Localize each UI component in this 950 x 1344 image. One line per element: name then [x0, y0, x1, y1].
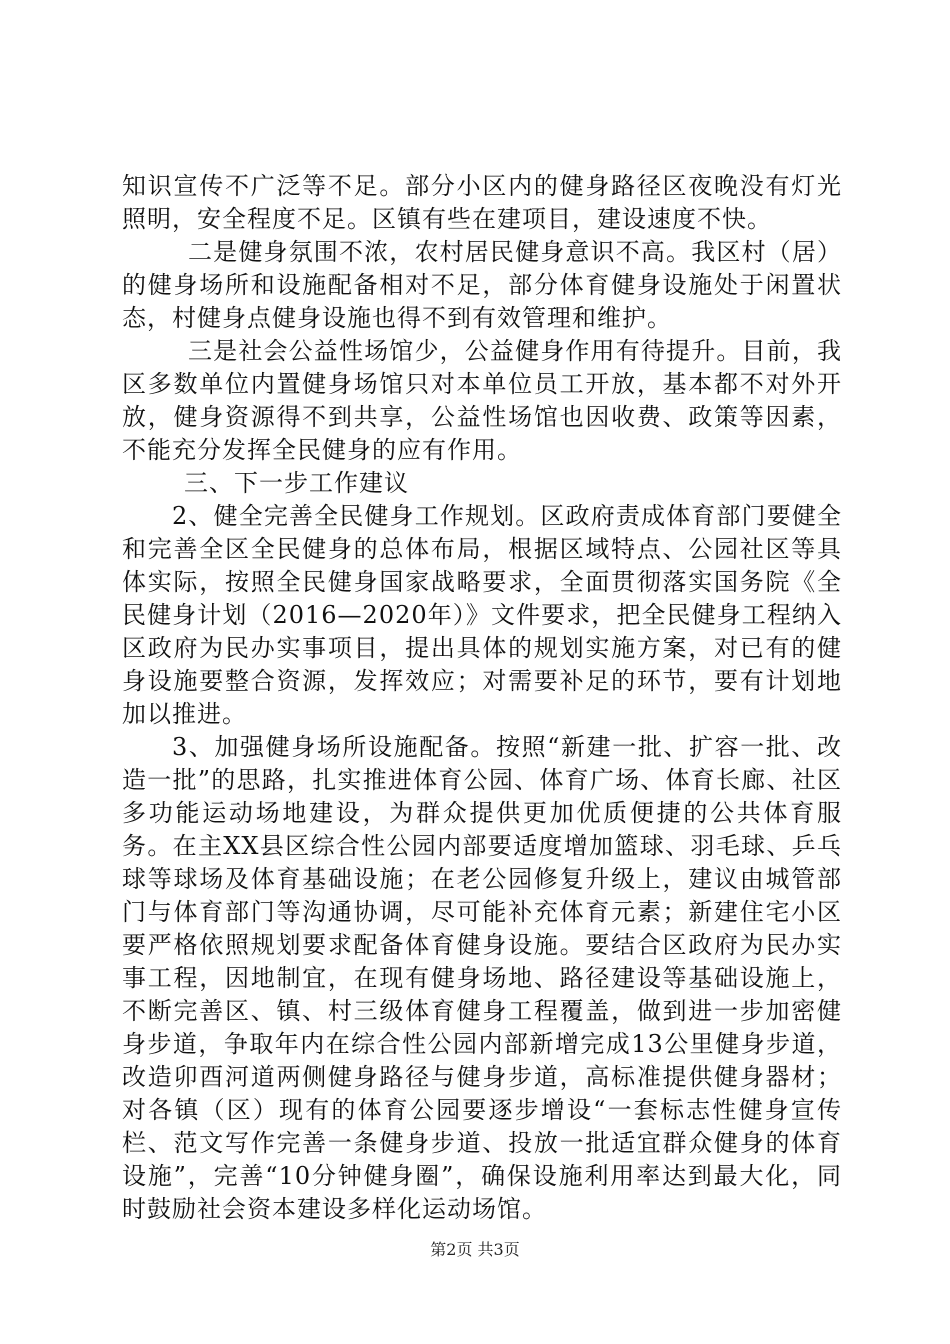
section-heading: 三、下一步工作建议: [184, 469, 409, 497]
paragraph-item-2: 2、健全完善全民健身工作规划。区政府责成体育部门要健全和完善全区全民健身的总体布局，根据区域特点、公园社区等具体实际，按照全民健身国家战略要求，全面贯彻落实国务院《全民健身计划（2016—2020年）》文件要求，把全民健身工程纳入区政府为民办实事项目，提出具体的规划实施方案，对已有的健身设施要整合资源，发挥效应；对需要补足的环节，要有计划地加以推进。: [122, 502, 842, 728]
paragraph-item-3: 3、加强健身场所设施配备。按照“新建一批、扩容一批、改造一批”的思路，扎实推进体育公园、体育广场、体育长廊、社区多功能运动场地建设，为群众提供更加优质便捷的公共体育服务。在主XX县区综合性公园内部要适度增加篮球、羽毛球、乒乓球等球场及体育基础设施；在老公园修复升级上，建议由城管部门与体育部门等沟通协调，尽可能补充体育元素；新建住宅小区要严格依照规划要求配备体育健身设施。要结合区政府为民办实事工程，因地制宜，在现有健身场地、路径建设等基础设施上，不断完善区、镇、村三级体育健身工程覆盖，做到进一步加密健身步道，争取年内在综合性公园内部新增完成13公里健身步道，改造卯酉河道两侧健身路径与健身步道，高标准提供健身器材；对各镇（区）现有的体育公园要逐步增设“一套标志性健身宣传栏、范文写作完善一条健身步道、投放一批适宜群众健身的体育设施”，完善“10分钟健身圈”，确保设施利用率达到最大化，同时鼓励社会资本建设多样化运动场馆。: [122, 733, 842, 1223]
page-footer: 第2页 共3页: [430, 1240, 520, 1259]
document-body: [122, 170, 842, 1226]
paragraph-point-two: 二是健身氛围不浓，农村居民健身意识不高。我区村（居）的健身场所和设施配备相对不足，部分体育健身设施处于闲置状态，村健身点健身设施也得不到有效管理和维护。: [122, 238, 842, 332]
paragraph-point-three: 三是社会公益性场馆少，公益健身作用有待提升。目前，我区多数单位内置健身场馆只对本单位员工开放，基本都不对外开放，健身资源得不到共享，公益性场馆也因收费、政策等因素，不能充分发挥全民健身的应有作用。: [122, 337, 842, 464]
paragraph-continuation: 知识宣传不广泛等不足。部分小区内的健身路径区夜晚没有灯光照明，安全程度不足。区镇有些在建项目，建设速度不快。: [122, 172, 842, 233]
